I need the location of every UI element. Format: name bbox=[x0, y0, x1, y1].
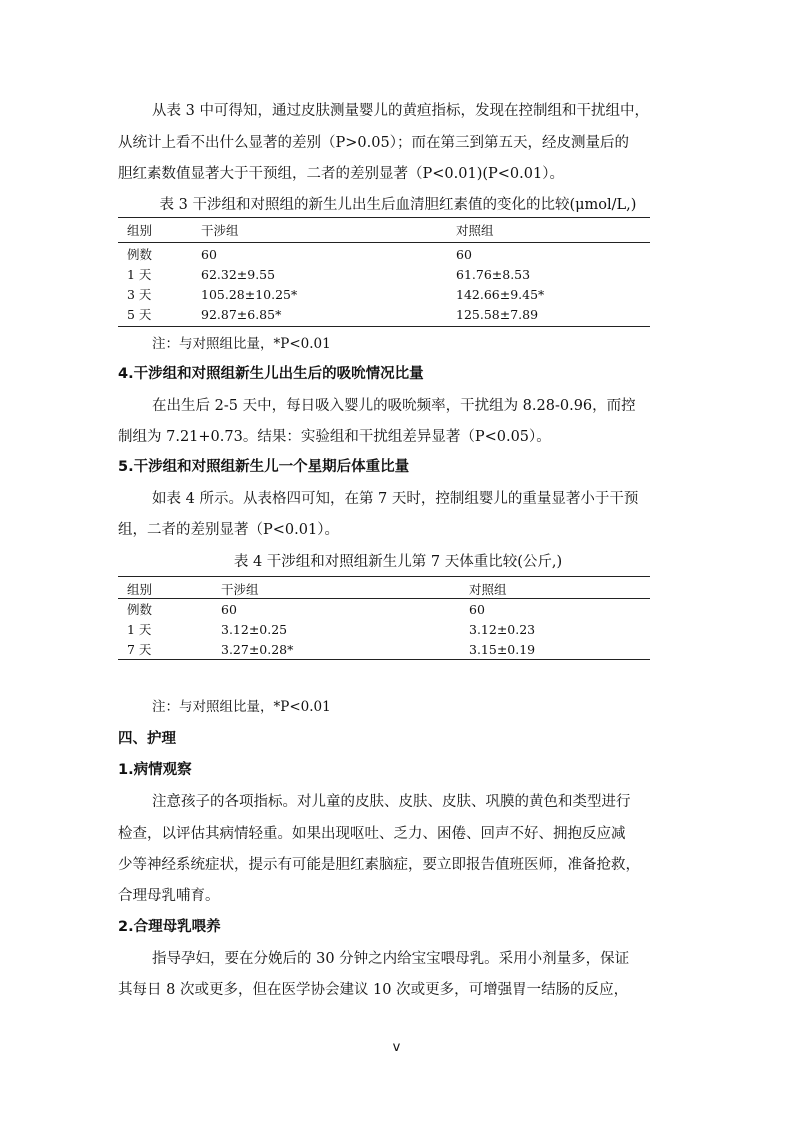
paragraph-line: 从统计上看不出什么显著的差别（P>0.05）；而在第三到第五天，经皮测量后的 bbox=[118, 135, 629, 151]
table4-caption: 表 4 干涉组和对照组新生儿第 7 天体重比较(公斤,) bbox=[233, 554, 563, 570]
paragraph-line: 制组为 7.21+0.73。结果：实验组和干扰组差异显著（P<0.05）。 bbox=[118, 429, 551, 445]
table3-header-control: 对照组 bbox=[456, 223, 494, 238]
table3-cell: 例数 bbox=[127, 247, 153, 262]
table3-cell: 60 bbox=[456, 247, 472, 262]
table3-cell: 61.76±8.53 bbox=[456, 267, 531, 282]
table4-cell: 3.15±0.19 bbox=[469, 642, 536, 657]
table4-bottom-rule bbox=[118, 659, 650, 660]
paragraph-line: 在出生后 2-5 天中，每日吸入婴儿的吸吮频率，干扰组为 8.28-0.96，而控 bbox=[152, 398, 636, 414]
table3-cell: 105.28±10.25* bbox=[201, 287, 298, 302]
nursing1-heading: 1.病情观察 bbox=[118, 762, 192, 778]
section5-heading: 5.干涉组和对照组新生儿一个星期后体重比量 bbox=[118, 459, 410, 475]
table3-note: 注：与对照组比量，*P<0.01 bbox=[152, 336, 331, 352]
table4-cell: 60 bbox=[221, 602, 237, 617]
table3-top-rule bbox=[118, 217, 650, 218]
table3-cell: 92.87±6.85* bbox=[201, 307, 282, 322]
table4-header-group: 组别 bbox=[127, 582, 153, 597]
table4-cell: 3.12±0.23 bbox=[469, 622, 536, 637]
table3-cell: 125.58±7.89 bbox=[456, 307, 539, 322]
table3-caption: 表 3 干涉组和对照组的新生儿出生后血清胆红素值的变化的比较(μmol/L,) bbox=[159, 197, 637, 213]
part4-heading: 四、护理 bbox=[118, 731, 176, 747]
table4-cell: 3.12±0.25 bbox=[221, 622, 288, 637]
paragraph-line: 检查，以评估其病情轻重。如果出现呕吐、乏力、困倦、回声不好、拥抱反应减 bbox=[118, 826, 626, 842]
paragraph-line: 少等神经系统症状，提示有可能是胆红素脑症，要立即报告值班医师，准备抢救， bbox=[118, 857, 640, 873]
table3-cell: 142.66±9.45* bbox=[456, 287, 545, 302]
section4-heading: 4.干涉组和对照组新生儿出生后的吸吮情况比量 bbox=[118, 366, 424, 382]
paragraph-line: 从表 3 中可得知，通过皮肤测量婴儿的黄疸指标，发现在控制组和干扰组中， bbox=[152, 103, 649, 119]
paragraph-line: 胆红素数值显著大于干预组，二者的差别显著（P<0.01)(P<0.01）。 bbox=[118, 166, 564, 182]
paragraph-line: 注意孩子的各项指标。对儿童的皮肤、皮肤、皮肤、巩膜的黄色和类型进行 bbox=[152, 794, 631, 810]
table3-cell: 3 天 bbox=[127, 287, 152, 302]
nursing2-heading: 2.合理母乳喂养 bbox=[118, 919, 221, 935]
table4-cell: 1 天 bbox=[127, 622, 152, 637]
table4-cell: 例数 bbox=[127, 602, 153, 617]
table3-cell: 60 bbox=[201, 247, 217, 262]
table4-top-rule bbox=[118, 576, 650, 577]
paragraph-line: 组，二者的差别显著（P<0.01）。 bbox=[118, 522, 339, 538]
table3-bottom-rule bbox=[118, 326, 650, 327]
paragraph-line: 如表 4 所示。从表格四可知，在第 7 天时，控制组婴儿的重量显著小于干预 bbox=[152, 491, 639, 507]
table4-cell: 3.27±0.28* bbox=[221, 642, 294, 657]
table3-header-intervention: 干涉组 bbox=[201, 223, 239, 238]
table4-note: 注：与对照组比量，*P<0.01 bbox=[152, 699, 331, 715]
table3-cell: 62.32±9.55 bbox=[201, 267, 276, 282]
paragraph-line: 其每日 8 次或更多，但在医学协会建议 10 次或更多，可增强胃一结肠的反应， bbox=[118, 982, 629, 998]
table4-header-rule bbox=[118, 598, 650, 599]
table3-header-group: 组别 bbox=[127, 223, 153, 238]
page-number: v bbox=[392, 1040, 401, 1055]
table4-header-control: 对照组 bbox=[469, 582, 507, 597]
table3-header-rule bbox=[118, 242, 650, 243]
table4-cell: 60 bbox=[469, 602, 485, 617]
table4-cell: 7 天 bbox=[127, 642, 152, 657]
paragraph-line: 指导孕妇，要在分娩后的 30 分钟之内给宝宝喂母乳。采用小剂量多，保证 bbox=[152, 951, 630, 967]
table3-cell: 5 天 bbox=[127, 307, 152, 322]
table4-header-intervention: 干涉组 bbox=[221, 582, 259, 597]
paragraph-line: 合理母乳哺育。 bbox=[118, 888, 220, 904]
table3-cell: 1 天 bbox=[127, 267, 152, 282]
